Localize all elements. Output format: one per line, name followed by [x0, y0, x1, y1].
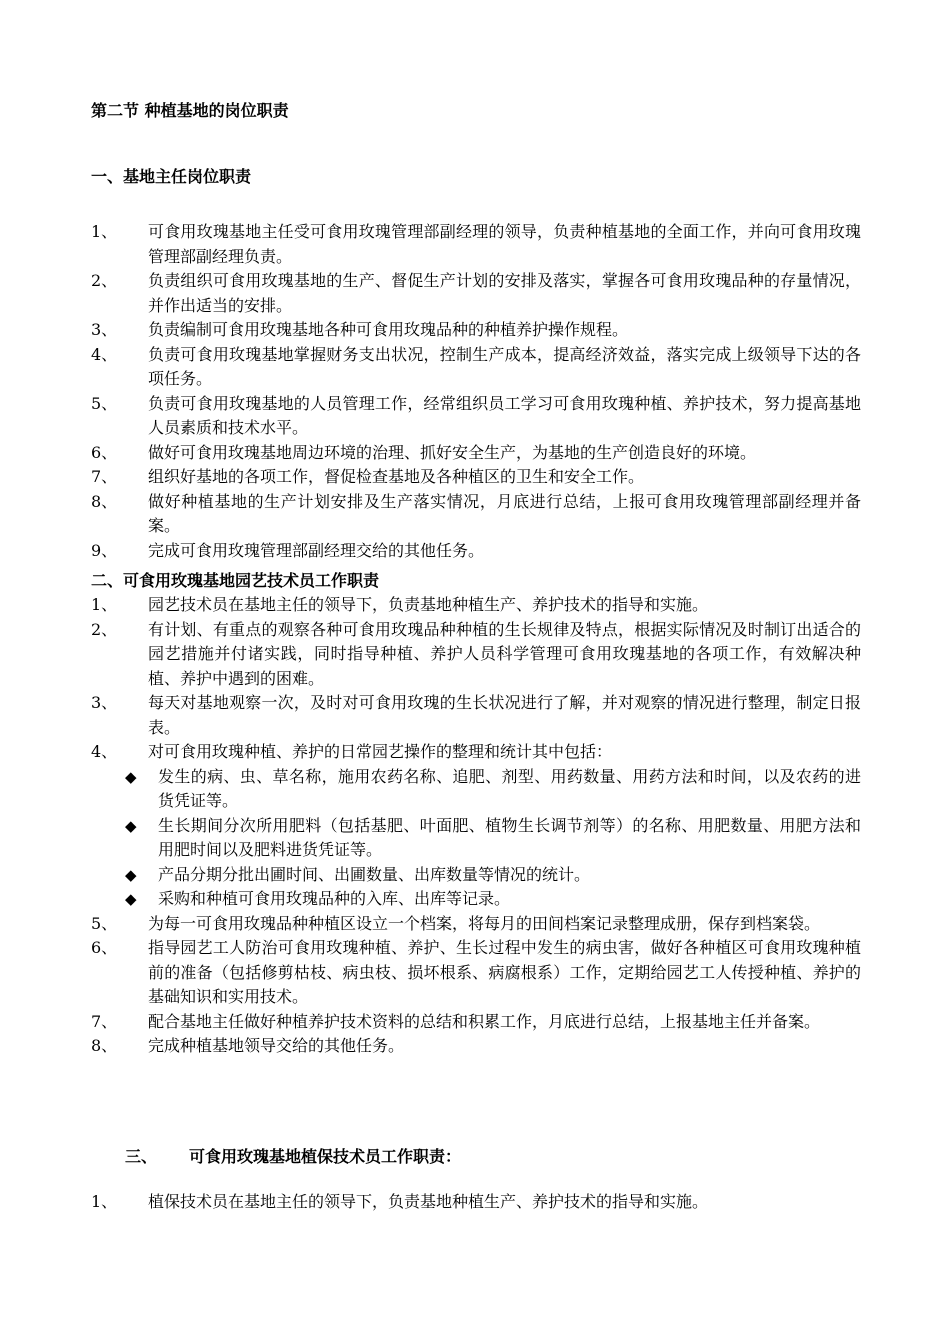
item-text: 为每一可食用玫瑰品种种植区设立一个档案，将每月的田间档案记录整理成册，保存到档案袋。 [148, 913, 821, 933]
part2-list [91, 593, 861, 1059]
item-text: 可食用玫瑰基地主任受可食用玫瑰管理部副经理的领导，负责种植基地的全面工作，并向可食用玫瑰管理部副经理负责。 [148, 222, 861, 266]
item-number: 7、 [91, 1011, 118, 1031]
heading-part2: 二、可食用玫瑰基地园艺技术员工作职责 [91, 571, 380, 590]
item-number: 4、 [91, 742, 118, 761]
item-number: 2、 [91, 619, 118, 639]
item-text: 完成可食用玫瑰管理部副经理交给的其他任务。 [148, 540, 485, 560]
bullet-text: 发生的病、虫、草名称，施用农药名称、追肥、剂型、用药数量、用药方法和时间，以及农药的进货凭证等。 [158, 766, 861, 810]
list-item [91, 740, 861, 765]
list-item [91, 318, 861, 343]
item-number: 7、 [91, 467, 118, 486]
bullet-text: 生长期间分次所用肥料（包括基肥、叶面肥、植物生长调节剂等）的名称、用肥数量、用肥方法和用肥时间以及肥料进货凭证等。 [158, 815, 861, 859]
item-number: 5、 [91, 913, 118, 933]
list-item [91, 691, 861, 740]
item-text: 有计划、有重点的观察各种可食用玫瑰品种种植的生长规律及特点，根据实际情况及时制订出适合的园艺措施并付诸实践，同时指导种植、养护人员科学管理可食用玫瑰基地的各项工作，有效解决种植、养护中遇到的困难。 [148, 619, 861, 688]
item-number: 3、 [91, 320, 118, 339]
item-number: 5、 [91, 393, 118, 413]
bullet-item [91, 863, 861, 888]
list-item [91, 912, 861, 937]
item-number: 8、 [91, 1036, 118, 1055]
item-number: 1、 [91, 1192, 118, 1211]
list-item [91, 490, 861, 539]
bullet-text: 产品分期分批出圃时间、出圃数量、出库数量等情况的统计。 [158, 864, 591, 884]
bullet-text: 采购和种植可食用玫瑰品种的入库、出库等记录。 [158, 889, 511, 908]
item-text: 做好种植基地的生产计划安排及生产落实情况，月底进行总结，上报可食用玫瑰管理部副经理并备案。 [148, 491, 861, 535]
item-text: 每天对基地观察一次，及时对可食用玫瑰的生长状况进行了解，并对观察的情况进行整理，制定日报表。 [148, 693, 861, 737]
item-number: 8、 [91, 491, 118, 511]
item-text: 做好可食用玫瑰基地周边环境的治理、抓好安全生产，为基地的生产创造良好的环境。 [148, 442, 757, 462]
bullet-item [91, 814, 861, 863]
list-item [91, 593, 861, 618]
part3-list [91, 1190, 861, 1215]
item-text: 植保技术员在基地主任的领导下，负责基地种植生产、养护技术的指导和实施。 [148, 1192, 709, 1211]
list-item [91, 936, 861, 1010]
item-number: 6、 [91, 442, 118, 462]
item-text: 组织好基地的各项工作，督促检查基地及各种植区的卫生和安全工作。 [148, 467, 645, 486]
item-text: 指导园艺工人防治可食用玫瑰种植、养护、生长过程中发生的病虫害，做好各种植区可食用玫瑰种植前的准备（包括修剪枯枝、病虫枝、损坏根系、病腐根系）工作，定期给园艺工人传授种植、养护的基础知识和实用技术。 [148, 938, 861, 1006]
item-text: 负责可食用玫瑰基地的人员管理工作，经常组织员工学习可食用玫瑰种植、养护技术，努力提高基地人员素质和技术水平。 [148, 393, 861, 437]
item-number: 1、 [91, 595, 118, 614]
item-text: 负责组织可食用玫瑰基地的生产、督促生产计划的安排及落实，掌握各可食用玫瑰品种的存量情况，并作出适当的安排。 [148, 271, 861, 315]
item-number: 2、 [91, 271, 118, 290]
heading-part3-number: 三、 [125, 1147, 158, 1166]
list-item [91, 465, 861, 490]
item-text: 完成种植基地领导交给的其他任务。 [148, 1036, 405, 1055]
item-text: 负责可食用玫瑰基地掌握财务支出状况，控制生产成本，提高经济效益，落实完成上级领导下达的各项任务。 [148, 344, 861, 388]
item-text: 配合基地主任做好种植养护技术资料的总结和积累工作，月底进行总结，上报基地主任并备案。 [148, 1011, 821, 1031]
heading-part3-text: 可食用玫瑰基地植保技术员工作职责： [189, 1147, 462, 1166]
item-text: 园艺技术员在基地主任的领导下，负责基地种植生产、养护技术的指导和实施。 [148, 595, 709, 614]
section-title: 第二节 种植基地的岗位职责 [91, 101, 289, 120]
item-number: 9、 [91, 540, 118, 560]
item-number: 1、 [91, 222, 118, 241]
item-number: 3、 [91, 693, 118, 712]
list-item [91, 539, 861, 564]
list-item [91, 392, 861, 441]
item-text: 对可食用玫瑰种植、养护的日常园艺操作的整理和统计其中包括： [148, 742, 613, 761]
item-text: 负责编制可食用玫瑰基地各种可食用玫瑰品种的种植养护操作规程。 [148, 320, 629, 339]
part1-list [91, 220, 861, 563]
list-item [91, 618, 861, 692]
item-number: 6、 [91, 938, 118, 957]
list-item [91, 441, 861, 466]
bullet-item [91, 765, 861, 814]
list-item [91, 269, 861, 318]
list-item [91, 343, 861, 392]
item-number: 4、 [91, 344, 118, 364]
diamond-bullet-icon: ◆ [125, 890, 137, 908]
bullet-item [91, 887, 861, 912]
list-item [91, 1010, 861, 1035]
heading-part3 [125, 1144, 461, 1167]
heading-part1: 一、基地主任岗位职责 [91, 167, 252, 186]
list-item [91, 220, 861, 269]
list-item [91, 1190, 861, 1215]
diamond-bullet-icon: ◆ [125, 767, 137, 786]
list-item [91, 1034, 861, 1059]
diamond-bullet-icon: ◆ [125, 816, 137, 835]
diamond-bullet-icon: ◆ [125, 865, 137, 884]
